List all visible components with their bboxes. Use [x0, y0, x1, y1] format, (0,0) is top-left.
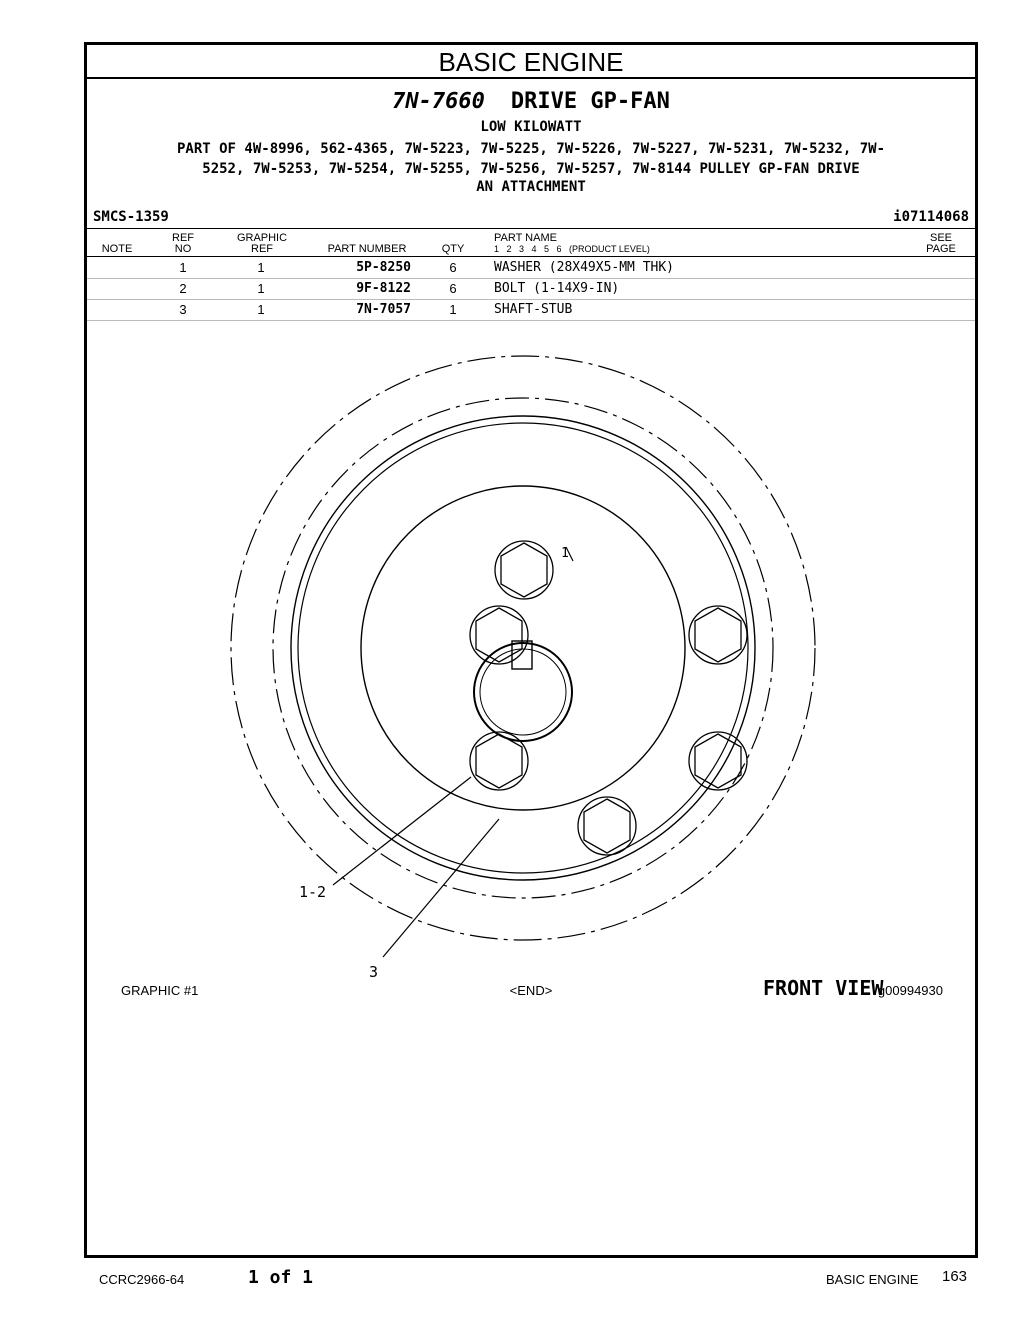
row-graphic-ref: 1 [257, 260, 265, 275]
row-graphic-ref: 1 [257, 281, 265, 296]
product-level-header: 1 2 3 4 5 6 (PRODUCT LEVEL) [494, 244, 650, 254]
row-graphic-ref: 1 [257, 302, 265, 317]
view-label: FRONT VIEW [763, 976, 884, 1000]
col-see-header-top: SEE [929, 232, 952, 244]
col-qty-header: QTY [441, 243, 465, 255]
bolt-head [495, 541, 553, 599]
col-part-name-header: PART NAME [494, 232, 557, 244]
header-rule-top [87, 228, 975, 229]
callout-label: 1-2 [299, 883, 327, 901]
footer-section-name: BASIC ENGINE [826, 1272, 919, 1287]
col-part-number-header: PART NUMBER [327, 243, 407, 255]
graphic-end-marker: <END> [509, 983, 553, 998]
leader-line [383, 819, 499, 957]
pulley-groove-outline [273, 398, 773, 898]
smcs-code: SMCS-1359 [93, 209, 169, 225]
row-ref-no: 3 [179, 302, 187, 317]
bolt-head [470, 606, 528, 664]
part-number-title: 7N-7660 [392, 89, 485, 114]
callout-label: 3 [369, 963, 379, 981]
col-graphic-header-top: GRAPHIC [236, 232, 288, 244]
bolt-head [578, 797, 636, 855]
row-ref-no: 1 [179, 260, 187, 275]
shaft-bore-inner [480, 649, 566, 735]
row-part-number: 9F-8122 [356, 281, 411, 296]
hub-plate [361, 486, 685, 810]
part-of-line-1: PART OF 4W-8996, 562-4365, 7W-5223, 7W-5225, 7W-5226, 7W-5227, 7W-5231, 7W-5232, 7W- [176, 141, 885, 157]
row-part-name: SHAFT-STUB [494, 302, 573, 317]
row-qty: 1 [449, 302, 457, 317]
document-id: CCRC2966-64 [99, 1272, 185, 1287]
attachment-note: AN ATTACHMENT [476, 179, 586, 195]
row-divider [87, 278, 975, 279]
col-note-header: NOTE [101, 243, 133, 255]
row-part-number: 5P-8250 [356, 260, 411, 275]
part-subtitle: LOW KILOWATT [480, 119, 582, 135]
row-part-number: 7N-7057 [356, 302, 411, 317]
callout-label: 1 [561, 546, 569, 561]
col-ref-header-bottom: NO [174, 243, 192, 255]
row-qty: 6 [449, 260, 457, 275]
row-part-name: WASHER (28X49X5-MM THK) [494, 260, 675, 275]
bolt-head [470, 732, 528, 790]
page-frame [84, 42, 978, 1258]
col-see-header-bottom: PAGE [926, 243, 956, 255]
part-name-title: DRIVE GP-FAN [510, 89, 670, 114]
row-part-name: BOLT (1-14X9-IN) [494, 281, 620, 296]
row-qty: 6 [449, 281, 457, 296]
graphic-id: g00994930 [877, 983, 943, 998]
part-title [87, 89, 975, 114]
col-ref-header-top: REF [172, 232, 194, 244]
bolt-head [689, 606, 747, 664]
page-of-count: 1 of 1 [248, 1267, 314, 1288]
outer-pulley-rim [231, 356, 815, 940]
row-divider [87, 299, 975, 300]
row-ref-no: 2 [179, 281, 187, 296]
col-graphic-header-bottom: REF [251, 243, 273, 255]
pulley-ring-inner [298, 423, 748, 873]
section-title: BASIC ENGINE [87, 45, 975, 79]
header-rule-bottom [87, 256, 975, 257]
shaft-bore [474, 643, 572, 741]
page-number: 163 [942, 1268, 968, 1285]
part-of-line-2: 5252, 7W-5253, 7W-5254, 7W-5255, 7W-5256, 7W-5257, 7W-8144 PULLEY GP-FAN DRIVE [202, 161, 860, 177]
illustration-id: i07114068 [893, 209, 969, 225]
graphic-caption-label: GRAPHIC #1 [121, 983, 199, 998]
row-divider [87, 320, 975, 321]
part-of-list [117, 139, 945, 179]
